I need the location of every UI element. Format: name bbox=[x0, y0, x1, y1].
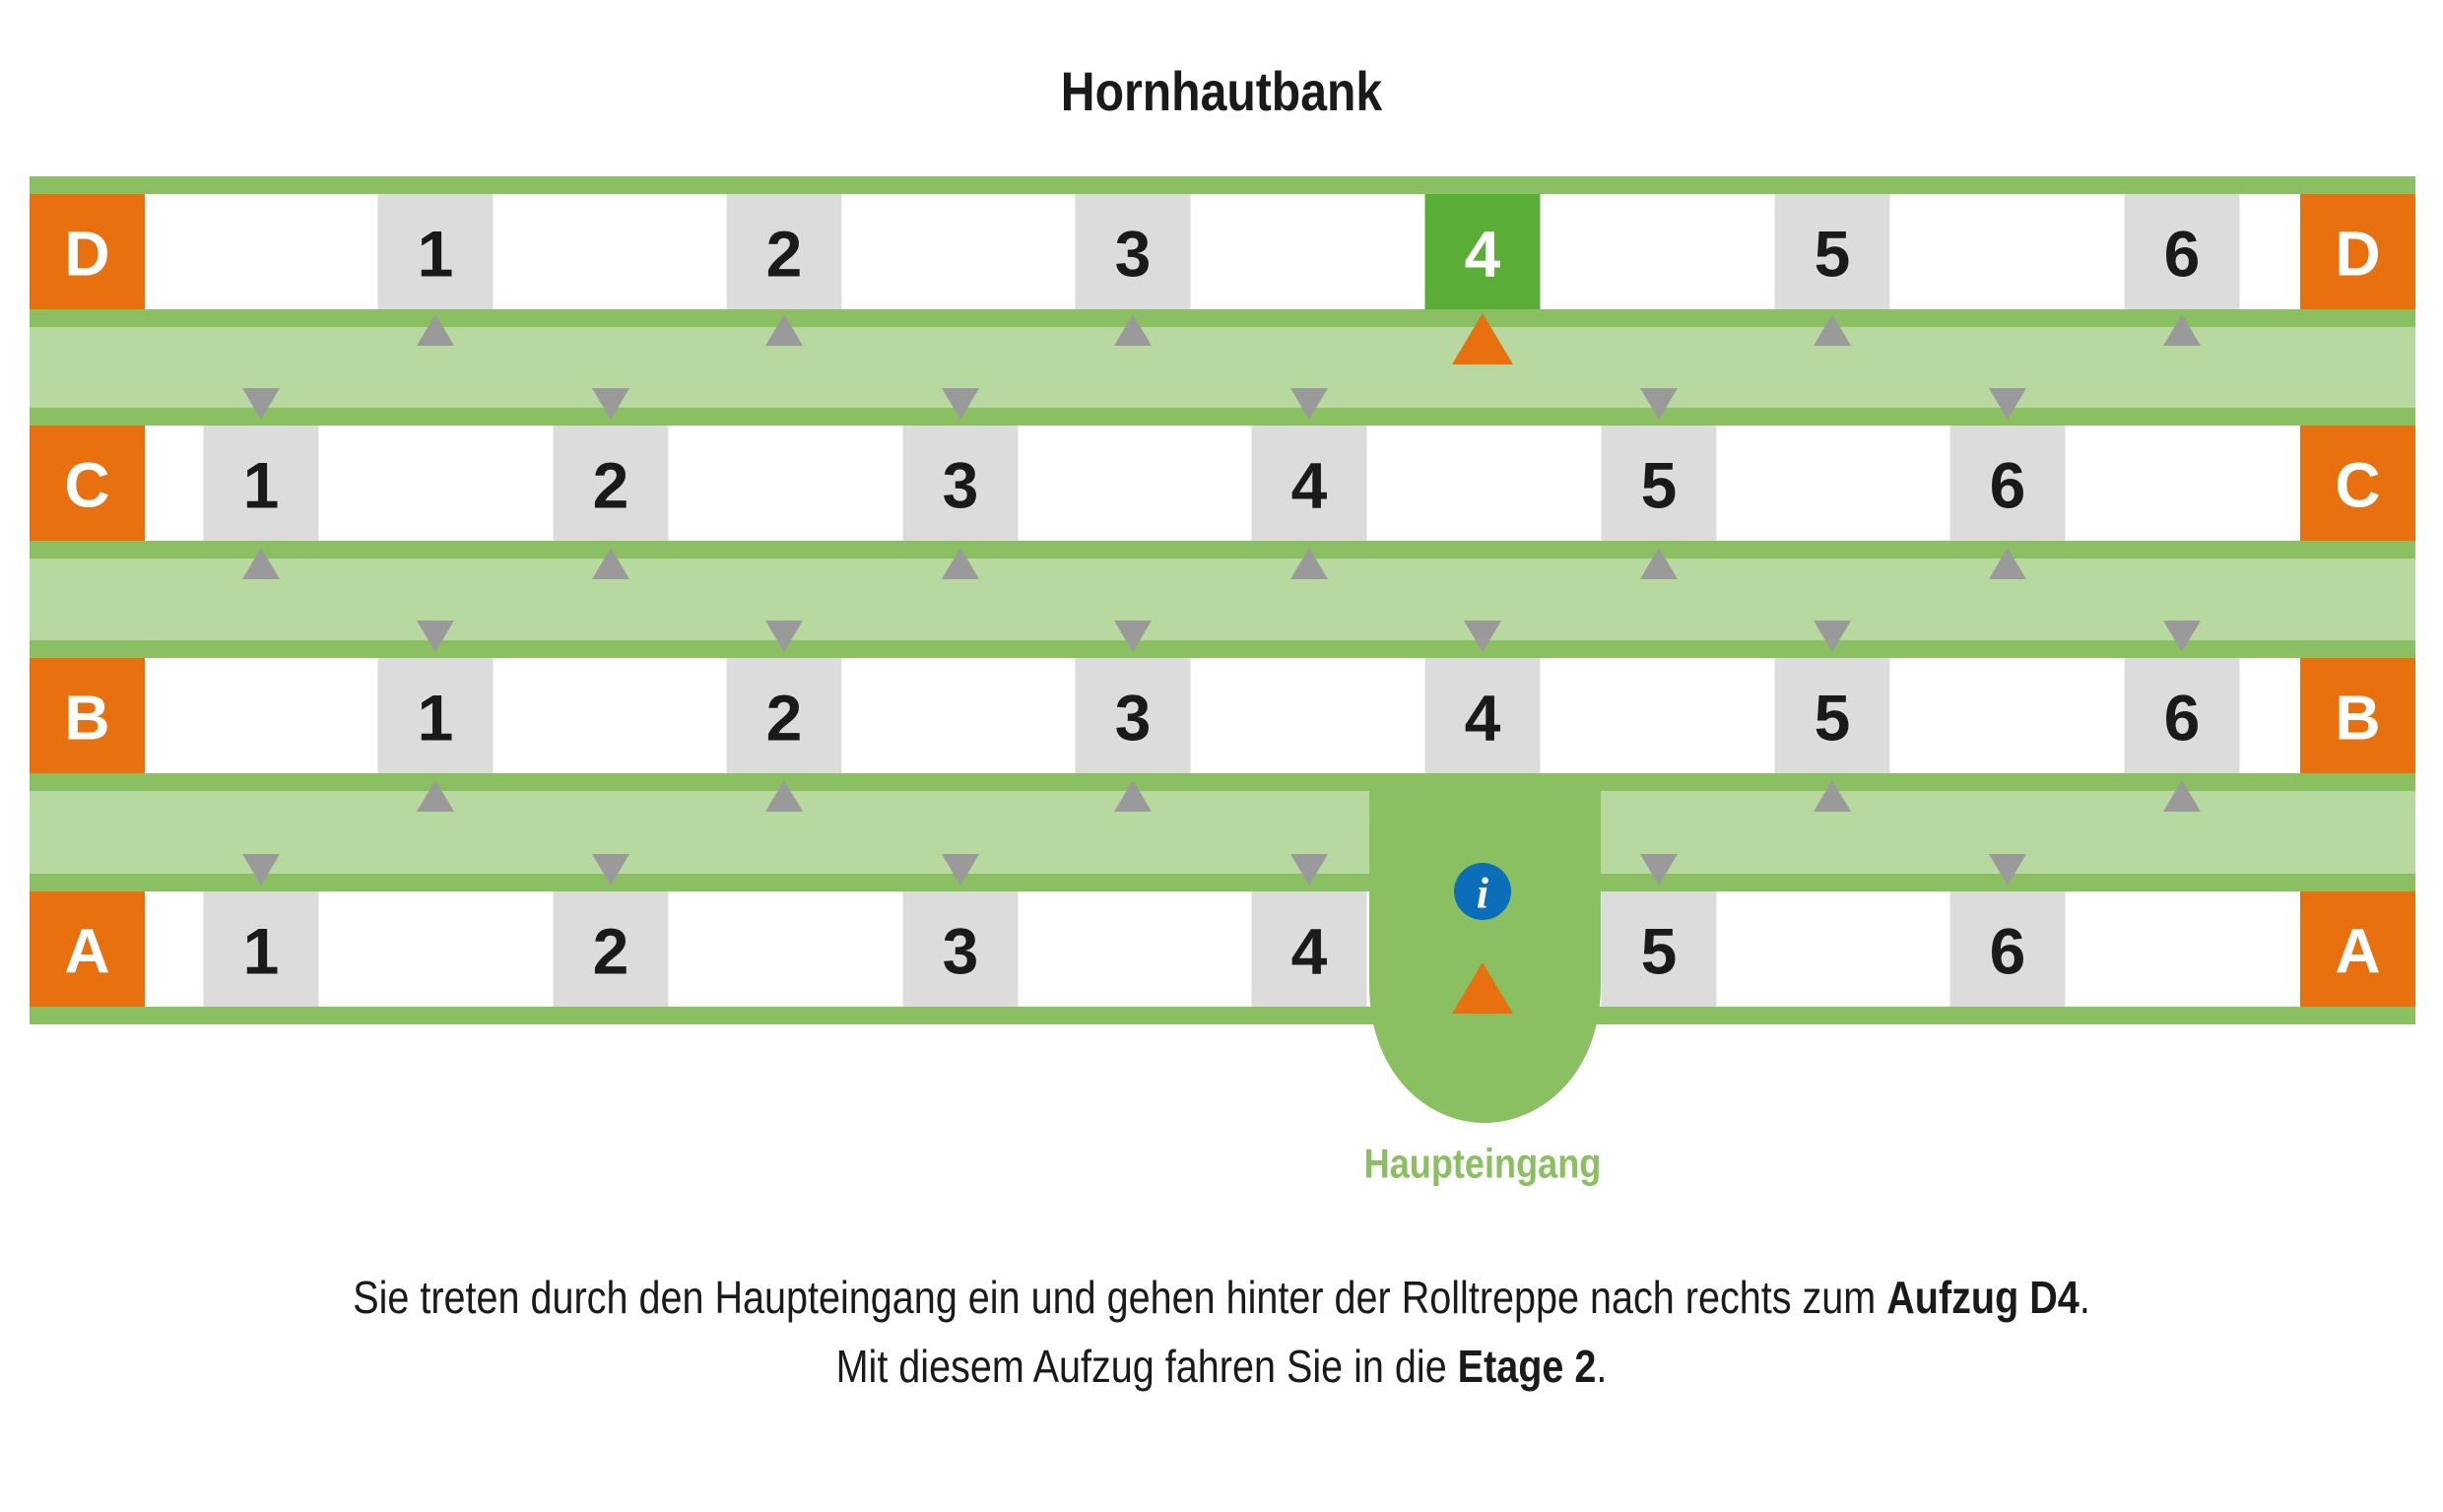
elevator-c5-label: 5 bbox=[1640, 448, 1678, 522]
row-label-right-text: C bbox=[2335, 449, 2381, 521]
elevator-c2-label: 2 bbox=[592, 448, 629, 522]
corridor-edge bbox=[30, 874, 2415, 891]
row-label-right-text: B bbox=[2335, 682, 2381, 754]
elevator-c4-label: 4 bbox=[1290, 448, 1328, 522]
elevator-b6-label: 6 bbox=[2163, 681, 2201, 755]
row-label-right-text: D bbox=[2335, 218, 2381, 290]
corridor-edge bbox=[30, 1007, 2415, 1024]
corridor-edge bbox=[30, 640, 2415, 658]
elevator-a5-label: 5 bbox=[1640, 914, 1678, 988]
elevator-d6-label: 6 bbox=[2163, 217, 2201, 291]
corridor-edge bbox=[30, 176, 2415, 194]
elevator-b2-label: 2 bbox=[765, 681, 803, 755]
row-label-right-text: A bbox=[2335, 915, 2381, 987]
elevator-a1-label: 1 bbox=[242, 914, 280, 988]
elevator-b5-label: 5 bbox=[1814, 681, 1851, 755]
caption-line-2-end: . bbox=[1596, 1341, 1608, 1392]
corridor-band bbox=[30, 778, 2415, 887]
elevator-a4-label: 4 bbox=[1290, 914, 1328, 988]
elevator-c3-label: 3 bbox=[942, 448, 979, 522]
corridor-edge bbox=[30, 408, 2415, 426]
row-label-left-text: C bbox=[64, 449, 110, 521]
caption-line-1-bold: Aufzug D4 bbox=[1886, 1272, 2080, 1323]
elevator-a3-label: 3 bbox=[942, 914, 979, 988]
info-icon-glyph: i bbox=[1476, 869, 1489, 918]
caption-line-2-text: Mit diesem Aufzug fahren Sie in die bbox=[835, 1341, 1458, 1392]
corridor-edge bbox=[30, 773, 2415, 791]
elevator-c6-label: 6 bbox=[1989, 448, 2026, 522]
caption-line-1-text: Sie treten durch den Haupteingang ein und gehen hinter der Rolltreppe nach rechts zum bbox=[353, 1272, 1887, 1323]
elevator-b3-label: 3 bbox=[1114, 681, 1152, 755]
corridor-band bbox=[30, 546, 2415, 654]
corridor-edge bbox=[30, 541, 2415, 559]
elevator-a2-label: 2 bbox=[592, 914, 629, 988]
elevator-d2-label: 2 bbox=[765, 217, 803, 291]
elevator-d4-label: 4 bbox=[1464, 217, 1501, 291]
elevator-d1-label: 1 bbox=[417, 217, 454, 291]
row-label-left-text: B bbox=[64, 682, 110, 754]
main-entrance bbox=[1369, 791, 1601, 1123]
row-label-left-text: D bbox=[64, 218, 110, 290]
caption-line-1-end: . bbox=[2079, 1272, 2090, 1323]
elevator-a6-label: 6 bbox=[1989, 914, 2026, 988]
corridor-edge bbox=[30, 309, 2415, 327]
elevator-b4-label: 4 bbox=[1464, 681, 1501, 755]
corridor-band bbox=[30, 313, 2415, 422]
elevator-b1-label: 1 bbox=[417, 681, 454, 755]
caption-line-2 bbox=[171, 1340, 2273, 1393]
elevator-d5-label: 5 bbox=[1814, 217, 1851, 291]
caption-line-2-bold: Etage 2 bbox=[1457, 1341, 1597, 1392]
entrance-label: Haupteingang bbox=[1363, 1141, 1602, 1188]
caption-line-1 bbox=[171, 1271, 2273, 1324]
page-title: Hornhautbank bbox=[1060, 60, 1383, 122]
row-label-left-text: A bbox=[64, 915, 110, 987]
elevator-c1-label: 1 bbox=[242, 448, 280, 522]
elevator-d3-label: 3 bbox=[1114, 217, 1152, 291]
